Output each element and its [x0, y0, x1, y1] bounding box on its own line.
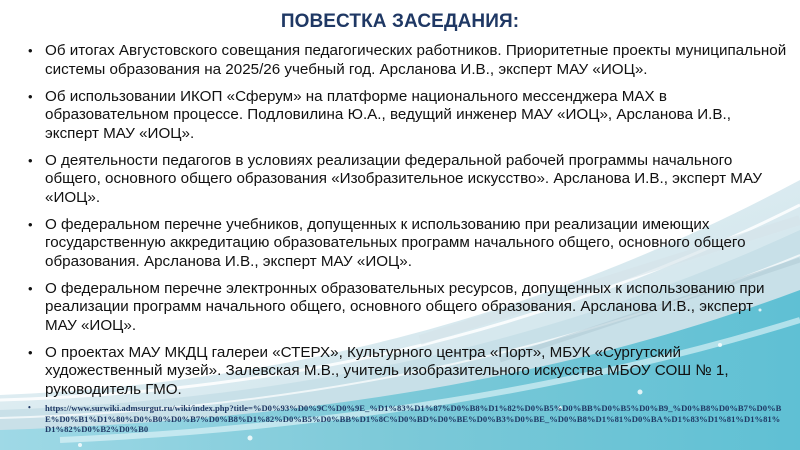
- bullet-icon: •: [28, 280, 33, 296]
- agenda-item-text: О проектах МАУ МКДЦ галереи «СТЕРХ», Культурного центра «Порт», МБУК «Сургутский художественный музей». Залевская М.В., учитель изобразительного искусства МБОУ СОШ № 1, руководитель ГМО.: [45, 343, 729, 398]
- agenda-item-text: О федеральном перечне электронных образовательных ресурсов, допущенных к использованию при реализации программ начального общего, основного общего образования. Арсланова И.В., эксперт МАУ «ИОЦ».: [45, 279, 765, 334]
- bullet-icon: •: [28, 344, 33, 360]
- bullet-icon: •: [28, 216, 33, 232]
- agenda-item-text: Об использовании ИКОП «Сферум» на платформе национального мессенджера MAX в образовательном процессе. Подловилина Ю.А., ведущий инженер МАУ «ИОЦ», Арсланова И.В., эксперт МАУ «ИОЦ».: [45, 87, 731, 142]
- agenda-item: [28, 42, 788, 79]
- agenda-item: [28, 216, 788, 272]
- agenda-item-text: Об итогах Августовского совещания педагогических работников. Приоритетные проекты муниципальной системы образования на 2025/26 учебный год. Арсланова И.В., эксперт МАУ «ИОЦ».: [45, 42, 787, 78]
- bullet-icon: •: [28, 43, 33, 58]
- agenda-item: [28, 152, 788, 208]
- source-link[interactable]: https://www.surwiki.admsurgut.ru/wiki/index.php?title=%D0%93%D0%9C%D0%9E_%D1%83%D1%87%D0%B8%D1%82%D0%B5%D0%BB%D0%B5%D0%B9_%D0%B8%D0%B7%D0%BE%D0%B1%D1%80%D0%B0%D0%B7%D0%B8%D1%82%D0%B5%D0%BB%D1%8C%D0%BD%D0%BE%D0%B3%D0%BE_%D0%B8%D1%81%D0%BA%D1%83%D1%81%D1%81%D1%82%D0%B2%D0%B0: [45, 403, 782, 435]
- slide-title: ПОВЕСТКА ЗАСЕДАНИЯ:: [280, 11, 520, 32]
- bullet-icon: •: [28, 152, 33, 168]
- bullet-icon: •: [28, 403, 31, 412]
- agenda-item-text: О деятельности педагогов в условиях реализации федеральной рабочей программы начального общего, основного общего образования «Изобразительное искусство». Арсланова И.В., эксперт МАУ «ИОЦ».: [45, 151, 763, 206]
- agenda-item: [28, 344, 788, 400]
- agenda-item: [28, 88, 788, 144]
- bullet-icon: •: [28, 88, 33, 104]
- source-link-item: [28, 403, 785, 435]
- agenda-list: [28, 42, 788, 408]
- agenda-item: [28, 280, 788, 336]
- agenda-item-text: О федеральном перечне учебников, допущенных к использованию при реализации имеющих государственную аккредитацию образовательных программ начального общего, основного общего образования. Арсланова И.В., эксперт МАУ «ИОЦ».: [45, 215, 746, 270]
